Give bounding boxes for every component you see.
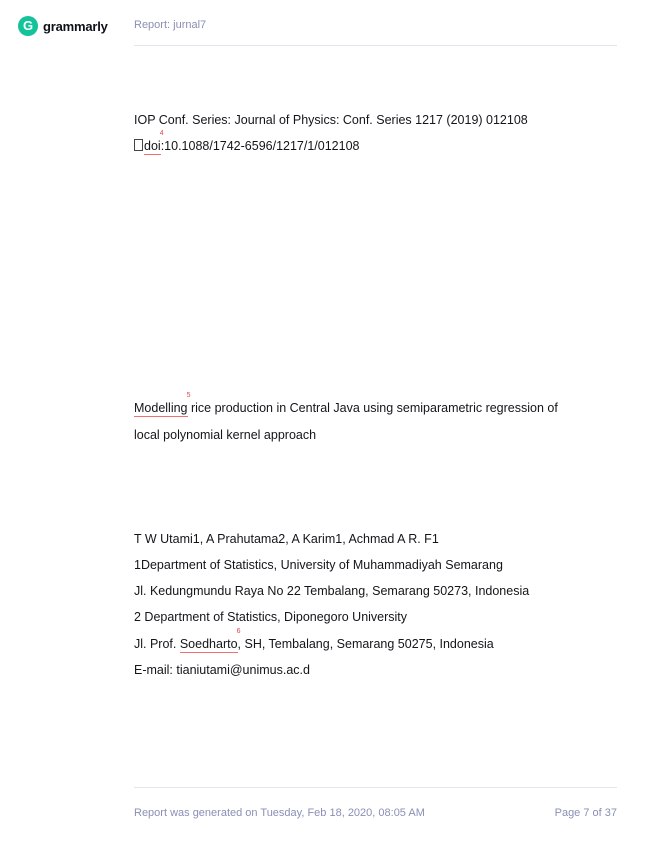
grammarly-logo [18,16,108,36]
address-2 [134,628,494,651]
email-line: E-mail: tianiutami@unimus.ac.d [134,663,310,677]
issue-number: 6 [236,628,241,635]
header-divider [134,45,617,46]
title-rest: rice production in Central Java using semiparametric regression of [187,401,558,415]
flagged-word: doi [144,139,161,153]
flagged-word: Soedharto [179,637,238,651]
authors-line: T W Utami1, A Prahutama2, A Karim1, Achmad A R. F1 [134,532,439,546]
issue-mark-doi[interactable] [144,130,164,155]
address-rest: , SH, Tembalang, Semarang 50275, Indonesia [237,637,494,651]
affiliation-1: 1Department of Statistics, University of Muhammadiyah Semarang [134,558,503,572]
footer-divider [134,787,617,788]
page-number: Page 7 of 37 [554,807,617,819]
address-1: Jl. Kedungmundu Raya No 22 Tembalang, Semarang 50273, Indonesia [134,584,530,598]
doi-rest: :10.1088/1742-6596/1217/1/012108 [160,139,360,153]
issue-mark-soedharto[interactable] [179,628,241,653]
logo-text: grammarly [43,18,108,34]
address-before: Jl. Prof. [134,637,180,651]
report-generated-date: Report was generated on Tuesday, Feb 18, 2020, 08:05 AM [134,807,425,819]
doi-line [134,130,360,153]
title-line-1 [134,392,558,415]
issue-number: 5 [186,392,191,399]
flagged-word: Modelling [134,401,188,415]
issue-number: 4 [159,130,164,137]
journal-line: IOP Conf. Series: Journal of Physics: Conf. Series 1217 (2019) 012108 [134,113,528,127]
missing-glyph-box [134,139,143,151]
issue-mark-modelling[interactable] [134,392,191,417]
title-line-2: local polynomial kernel approach [134,428,317,442]
affiliation-2: 2 Department of Statistics, Diponegoro University [134,610,408,624]
grammarly-g-icon: G [18,16,38,36]
report-title: Report: jurnal7 [134,19,207,31]
